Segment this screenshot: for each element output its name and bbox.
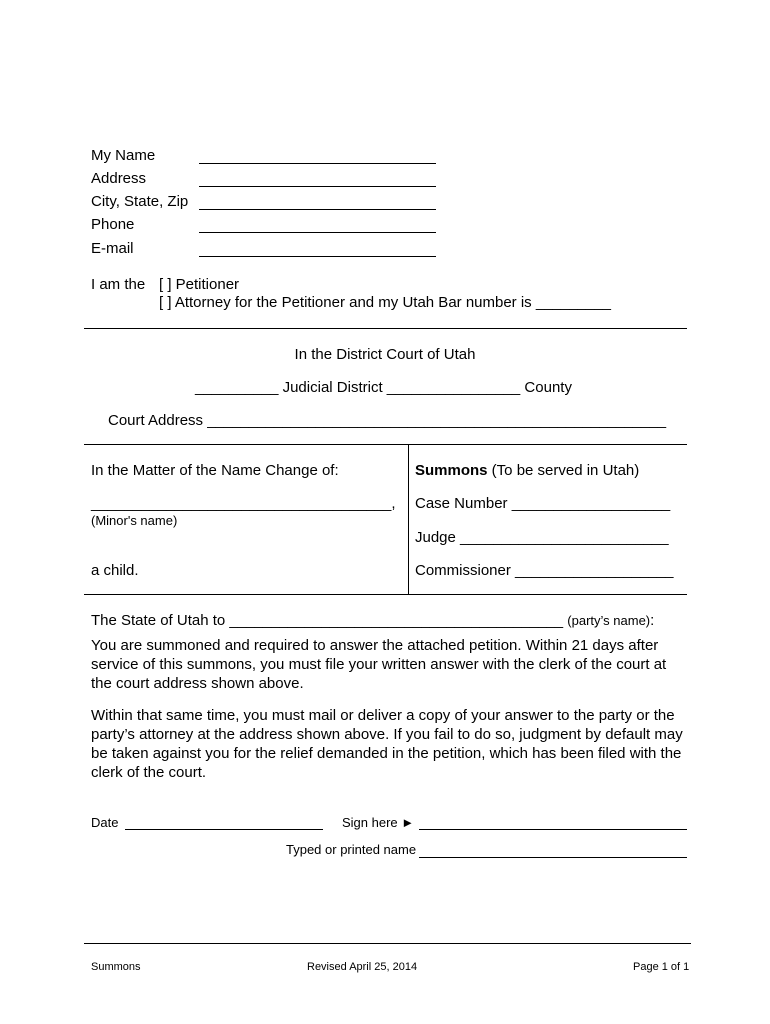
my-name-label: My Name (91, 147, 156, 164)
commissioner-field[interactable]: Commissioner ___________________ (415, 562, 674, 579)
sign-here-label: Sign here ► (342, 815, 415, 830)
case-number-field[interactable]: Case Number ___________________ (415, 495, 671, 512)
divider-top (84, 328, 687, 329)
party-name-colon: : (650, 612, 655, 629)
a-child-label: a child. (91, 562, 139, 579)
i-am-the-label: I am the (91, 276, 146, 293)
typed-name-field[interactable] (419, 857, 687, 858)
petitioner-checkbox[interactable]: [ ] Petitioner (159, 276, 240, 293)
minor-name-field[interactable]: ____________________________________, (91, 495, 396, 512)
minor-name-label: (Minor's name) (91, 513, 178, 528)
summons-paragraph-1: You are summoned and required to answer the attached petition. Within 21 days after service of this summons, you must file your written answer with the clerk of the court at the court address shown above. (91, 637, 667, 692)
court-title: In the District Court of Utah (294, 346, 476, 363)
footer-form-name: Summons (91, 961, 141, 973)
footer-divider (84, 943, 691, 944)
address-label: Address (91, 170, 147, 187)
footer-revised-date: Revised April 25, 2014 (307, 961, 418, 973)
typed-name-label: Typed or printed name (286, 842, 417, 857)
footer-page-number: Page 1 of 1 (633, 961, 690, 973)
city-state-zip-field[interactable] (199, 209, 436, 210)
divider-caption-top (84, 444, 687, 445)
matter-label: In the Matter of the Name Change of: (91, 462, 339, 479)
summons-paragraph-2: Within that same time, you must mail or deliver a copy of your answer to the party or the party’s attorney at the address shown above. If you fail to do so, judgment by default may be taken against you for the relief demanded in the petition, which has been filed with the clerk of the court. (91, 707, 683, 781)
summons-title (415, 462, 639, 479)
attorney-checkbox[interactable]: [ ] Attorney for the Petitioner and my Utah Bar number is _________ (159, 294, 611, 311)
caption-vertical-divider (408, 444, 409, 594)
summons-bold: Summons (415, 462, 488, 479)
date-field[interactable] (125, 829, 323, 830)
address-field[interactable] (199, 186, 436, 187)
summons-subtitle: (To be served in Utah) (487, 462, 640, 479)
party-name-label: (party’s name) (567, 613, 651, 628)
divider-caption-bottom (84, 594, 687, 595)
judge-field[interactable]: Judge _________________________ (415, 529, 669, 546)
phone-field[interactable] (199, 232, 436, 233)
court-address-line[interactable]: Court Address _______________________________________________________ (108, 412, 667, 429)
date-label: Date (91, 815, 119, 830)
state-of-utah-to-text: The State of Utah to ________________________________________ (91, 612, 564, 629)
state-of-utah-to-line[interactable] (91, 612, 654, 629)
email-label: E-mail (91, 240, 134, 257)
email-field[interactable] (199, 256, 436, 257)
signature-field[interactable] (419, 829, 687, 830)
my-name-field[interactable] (199, 163, 436, 164)
city-state-zip-label: City, State, Zip (91, 193, 189, 210)
judicial-district-line[interactable]: __________ Judicial District ________________ County (195, 379, 572, 396)
phone-label: Phone (91, 216, 135, 233)
